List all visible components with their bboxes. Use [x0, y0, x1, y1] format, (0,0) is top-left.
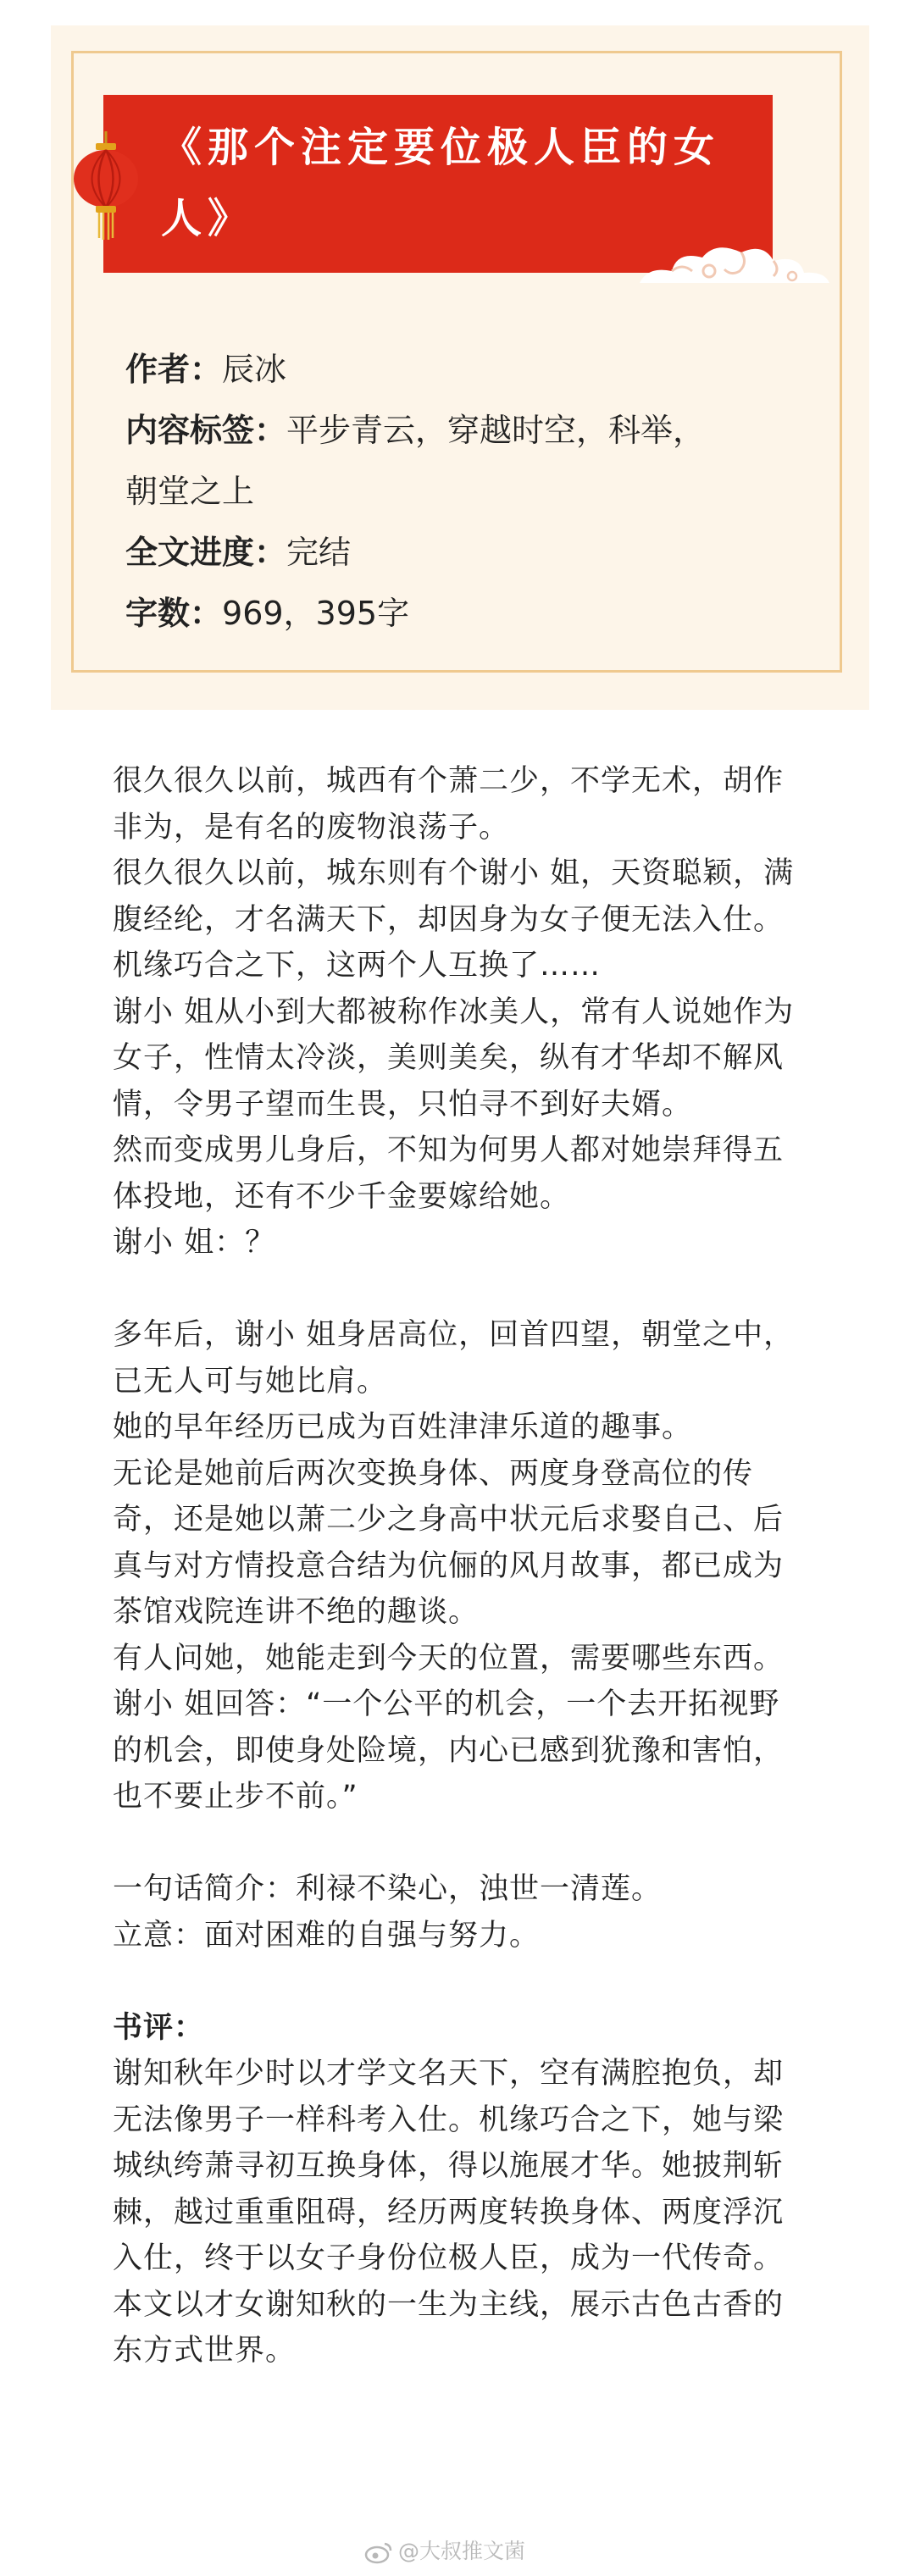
- paragraph: 谢小 姐回答：“一个公平的机会，一个去开拓视野的机会，即使身处险境，内心已感到犹豫和害怕，也不要止步不前。”: [113, 1687, 785, 1814]
- one-line-summary: 一句话简介：利禄不染心，浊世一清莲。: [113, 1872, 663, 1906]
- paragraph: 谢小 姐：？: [113, 1226, 276, 1260]
- tags-row-continued: [125, 461, 803, 522]
- author-label: 作者：: [125, 351, 223, 388]
- review-text: 谢知秋年少时以才学文名天下，空有满腔抱负，却无法像男子一样科考入仕。机缘巧合之下，她与梁城纨绔萧寻初互换身体，得以施展才华。她披荆斩棘，越过重重阻碍，经历两度转换身体、两度浮沉入仕，终于以女子身份位极人臣，成为一代传奇。本文以才女谢知秋的一生为主线，展示古色古香的东方式世界。: [113, 2057, 785, 2368]
- book-title-line-1: 《那个注定要位极人臣的女: [161, 124, 721, 171]
- word-count-value: 969，395字: [222, 595, 410, 632]
- spacer: [113, 1958, 809, 2005]
- paragraph: 无论是她前后两次变换身体、两度身登高位的传奇，还是她以萧二少之身高中状元后求娶自己、后真与对方情投意合结为伉俪的风月故事，都已成为茶馆戏院连讲不绝的趣谈。: [113, 1456, 785, 1629]
- tags-label: 内容标签：: [125, 412, 287, 449]
- author-value: 辰冰: [222, 351, 287, 388]
- paragraph: 有人问她，她能走到今天的位置，需要哪些东西。: [113, 1641, 785, 1676]
- weibo-logo-icon: [364, 2540, 393, 2564]
- paragraph: 机缘巧合之下，这两个人互换了……: [113, 949, 602, 983]
- book-meta: [125, 339, 803, 644]
- spacer: [113, 1266, 809, 1313]
- paragraph: 很久很久以前，城东则有个谢小 姐，天资聪颖，满腹经纶，才名满天下，却因身为女子便无法入仕。: [113, 856, 795, 937]
- paragraph: 她的早年经历已成为百姓津津乐道的趣事。: [113, 1410, 693, 1444]
- word-count-row: [125, 583, 803, 644]
- word-count-label: 字数：: [125, 595, 223, 632]
- tags-row: [125, 400, 803, 461]
- theme-statement: 立意：面对困难的自强与努力。: [113, 1918, 541, 1953]
- synopsis: [113, 758, 809, 2374]
- progress-label: 全文进度：: [125, 534, 287, 571]
- tags-value-continued: 朝堂之上: [125, 473, 255, 510]
- tags-value: 平步青云，穿越时空，科举，: [286, 412, 706, 449]
- paragraph: 然而变成男儿身后，不知为何男人都对她崇拜得五体投地，还有不少千金要嫁给她。: [113, 1133, 785, 1214]
- lantern-icon: [71, 131, 141, 241]
- watermark-text: @大叔推文菌: [398, 2539, 526, 2563]
- paragraph: 多年后，谢小 姐身居高位，回首四望，朝堂之中，已无人可与她比肩。: [113, 1318, 795, 1399]
- book-title: [161, 112, 762, 254]
- spacer: [113, 1820, 809, 1867]
- progress-value: 完结: [286, 534, 352, 571]
- book-title-line-2: 人》: [161, 195, 255, 242]
- author-row: [125, 339, 803, 400]
- weibo-watermark: [364, 2534, 585, 2568]
- paragraph: 很久很久以前，城西有个萧二少，不学无术，胡作非为，是有名的废物浪荡子。: [113, 764, 785, 845]
- review-heading: 书评：: [113, 2010, 205, 2045]
- paragraph: 谢小 姐从小到大都被称作冰美人，常有人说她作为女子，性情太冷淡，美则美矣，纵有才华却不解风情，令男子望而生畏，只怕寻不到好夫婿。: [113, 994, 795, 1122]
- progress-row: [125, 522, 803, 583]
